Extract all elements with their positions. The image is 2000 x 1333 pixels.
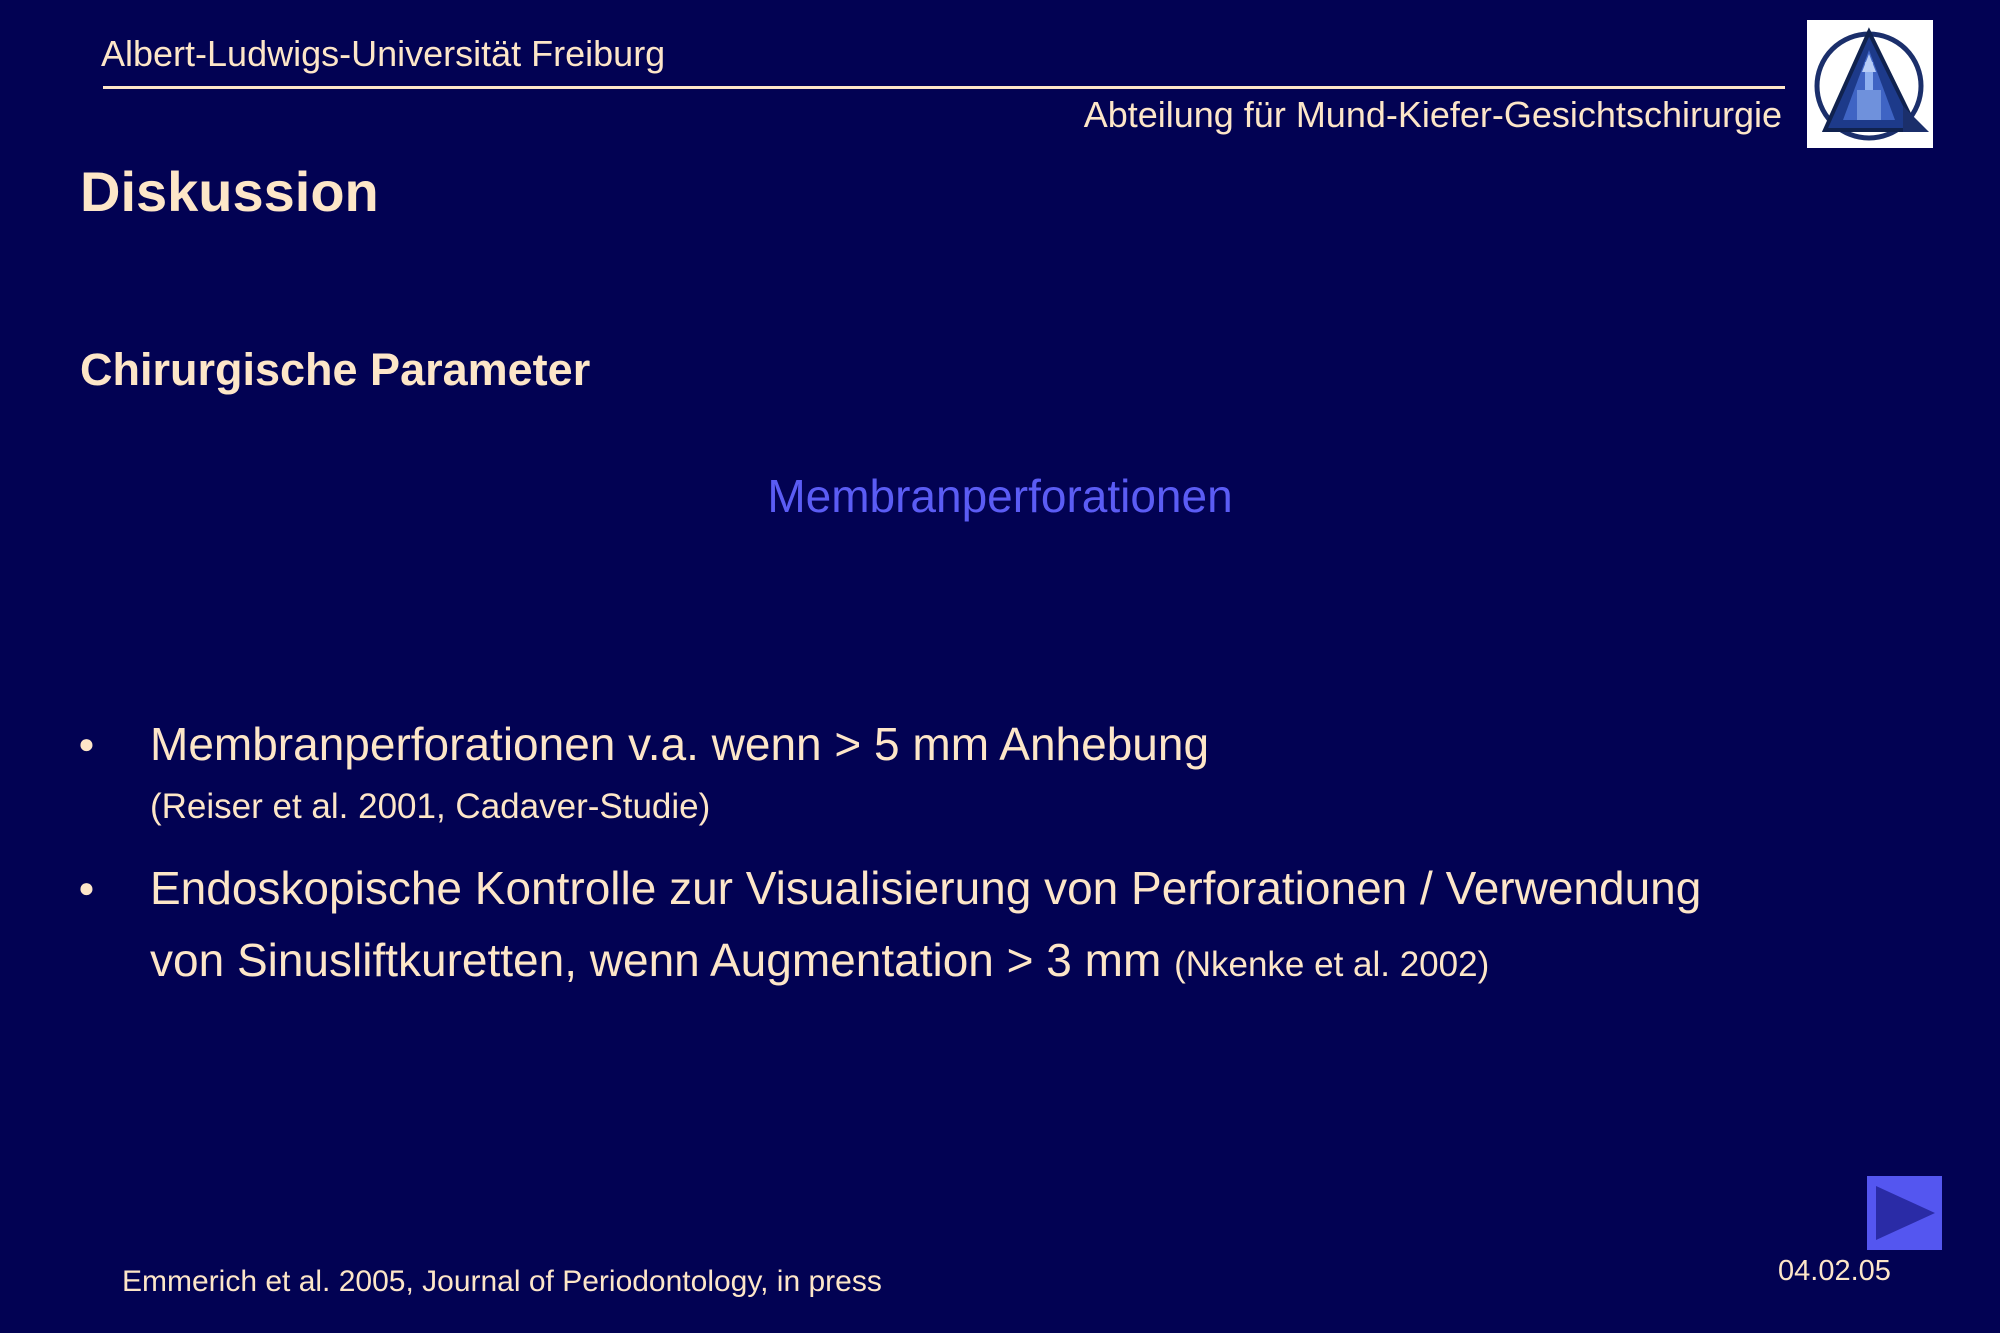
center-heading: Membranperforationen	[767, 470, 1233, 522]
slide-date: 04.02.05	[1778, 1255, 1891, 1287]
slide-subtitle: Chirurgische Parameter	[80, 344, 591, 395]
bullet-text: Membranperforationen v.a. wenn > 5 mm Anhebung	[150, 718, 1210, 770]
university-name: Albert-Ludwigs-Universität Freiburg	[101, 33, 666, 74]
bullet-text-line2: von Sinusliftkuretten, wenn Augmentation > 3 mm	[150, 934, 1162, 986]
bullet-dot-icon: ●	[78, 872, 95, 903]
bullet-item	[0, 708, 1900, 830]
bullet-text-line1: Endoskopische Kontrolle zur Visualisierung von Perforationen / Verwendung	[150, 862, 1702, 914]
play-next-icon	[1867, 1176, 1942, 1250]
university-logo	[1807, 20, 1933, 148]
bullet-dot-icon: ●	[78, 728, 95, 759]
footer-citation: Emmerich et al. 2005, Journal of Periodontology, in press	[122, 1265, 882, 1298]
next-slide-button[interactable]	[1867, 1176, 1942, 1250]
bullet-list	[0, 708, 1900, 1001]
university-triangle-logo-icon	[1807, 20, 1933, 148]
bullet-item	[0, 852, 1900, 1001]
department-name: Abteilung für Mund-Kiefer-Gesichtschirurgie	[1083, 94, 1782, 135]
slide-title: Diskussion	[80, 160, 379, 223]
bullet-reference: (Reiser et al. 2001, Cadaver-Studie)	[150, 787, 711, 826]
bullet-reference: (Nkenke et al. 2002)	[1174, 945, 1490, 984]
header-divider	[103, 86, 1785, 89]
